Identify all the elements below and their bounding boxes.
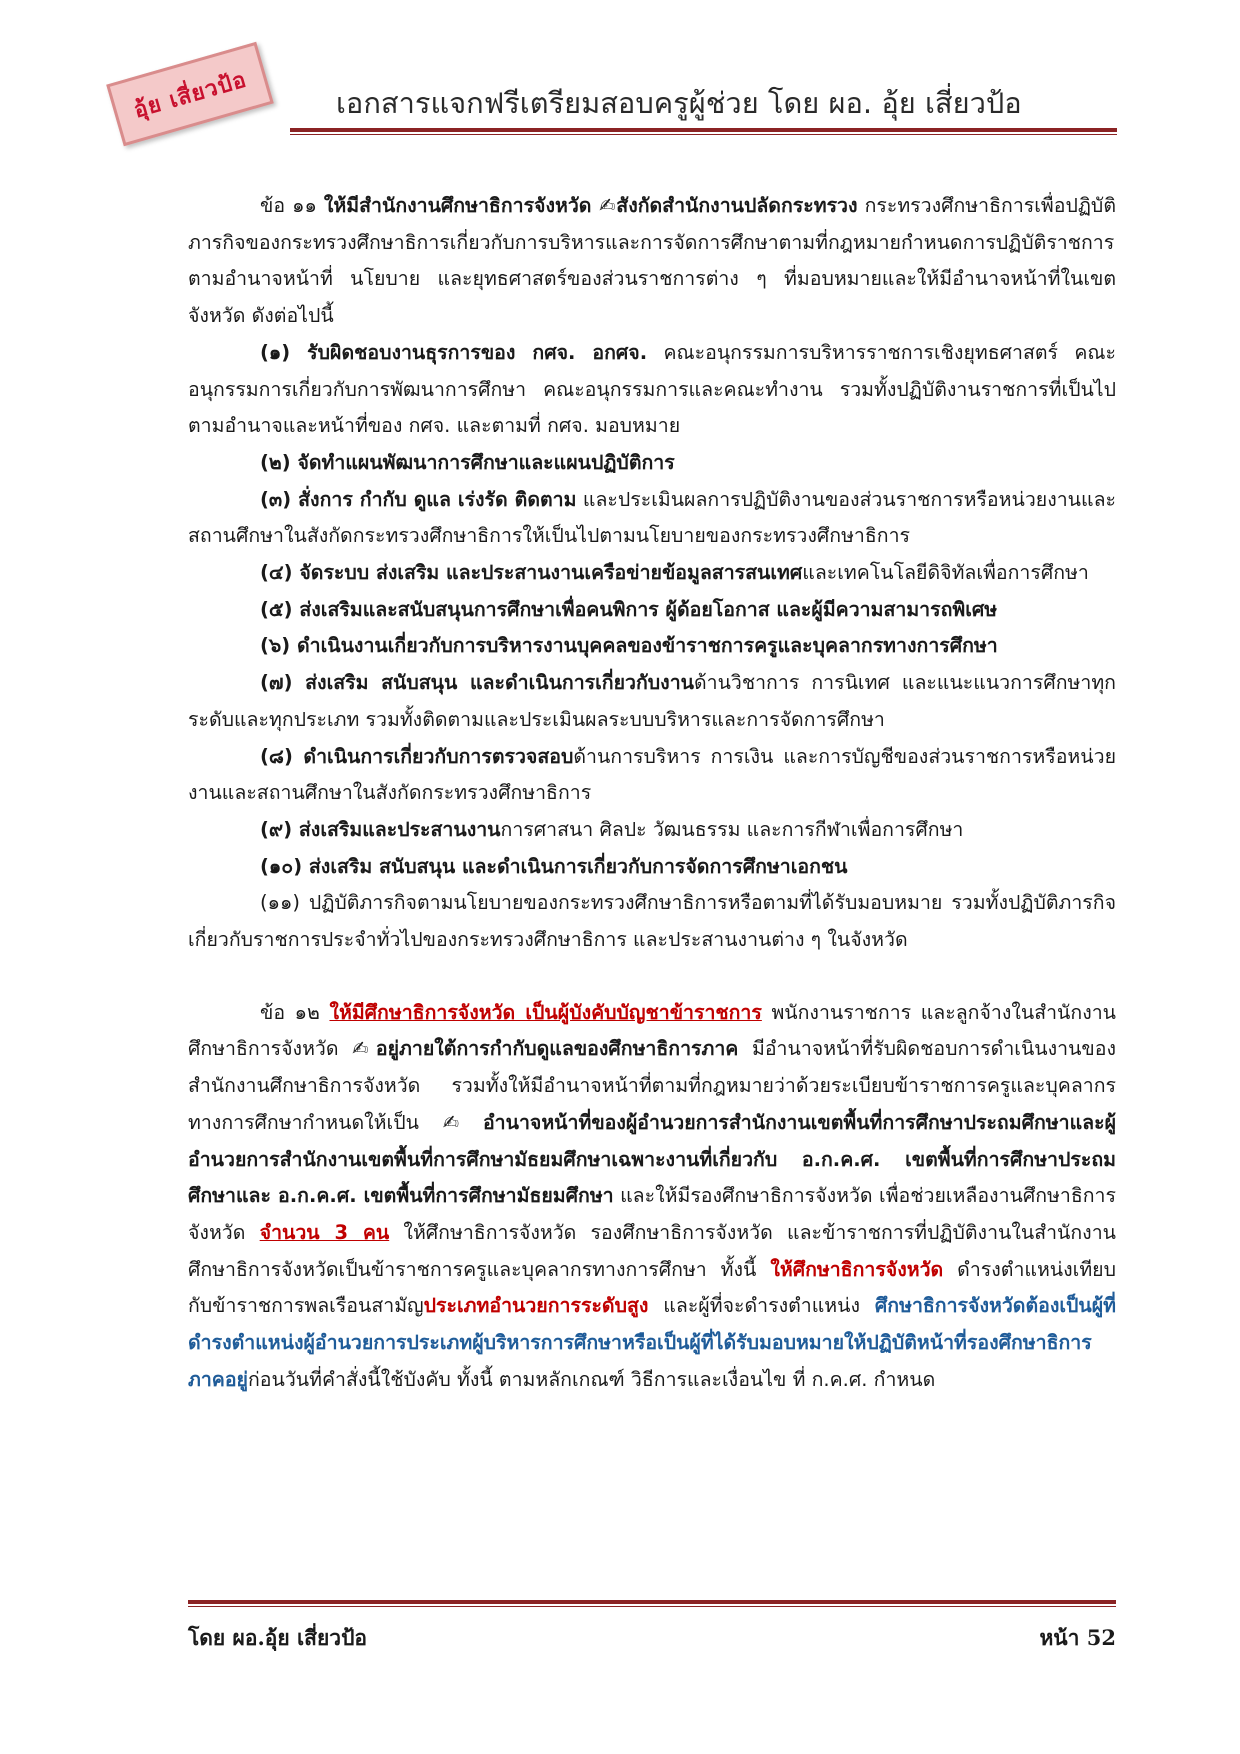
list-item: (๗) ส่งเสริม สนับสนุน และดำเนินการเกี่ยวกับงานด้านวิชาการ การนิเทศ และแนะแนวการศึกษาทุกระดับและทุกประเภท รวมทั้งติดตามและประเมินผลระบบบริหารและการจัดการศึกษา <box>188 671 1116 731</box>
header-rule-thin <box>290 134 1117 135</box>
list-item: (๔) จัดระบบ ส่งเสริม และประสานงานเครือข่ายข้อมูลสารสนเทศและเทคโนโลยีดิจิทัลเพื่อการศึกษา <box>260 561 1089 585</box>
list-item: (๕) ส่งเสริมและสนับสนุนการศึกษาเพื่อคนพิการ ผู้ด้อยโอกาส และผู้มีความสามารถพิเศษ <box>260 597 998 621</box>
list-item: (๑) รับผิดชอบงานธุรการของ กศจ. อกศจ. คณะอนุกรรมการบริหารราชการเชิงยุทธศาสตร์ คณะอนุกรรมการเกี่ยวกับการพัฒนาการศึกษา คณะอนุกรรมการและคณะทำงาน รวมทั้งปฏิบัติงานราชการที่เป็นไปตามอำนาจและหน้าที่ของ กศจ. และตามที่ กศจ. มอบหมาย <box>188 340 1116 438</box>
list-item: (๑๑) ปฏิบัติภารกิจตามนโยบายของกระทรวงศึกษาธิการหรือตามที่ได้รับมอบหมาย รวมทั้งปฏิบัติภารกิจเกี่ยวกับราชการประจำทั่วไปของกระทรวงศึกษาธิการ และประสานงานต่าง ๆ ในจังหวัด <box>188 891 1116 952</box>
page-number: หน้า 52 <box>1039 1625 1116 1650</box>
list-item: (๖) ดำเนินงานเกี่ยวกับการบริหารงานบุคคลของข้าราชการครูและบุคลากรทางการศึกษา <box>260 634 998 658</box>
header-rule <box>290 128 1117 132</box>
list-item: (๓) สั่งการ กำกับ ดูแล เร่งรัด ติดตาม และประเมินผลการปฏิบัติงานของส่วนราชการหรือหน่วยงานและสถานศึกษาในสังกัดกระทรวงศึกษาธิการให้เป็นไปตามนโยบายของกระทรวงศึกษาธิการ <box>188 487 1116 548</box>
article-11-heading: ให้มีสำนักงานศึกษาธิการจังหวัด ✍สังกัดสำนักงานปลัดกระทรวง <box>323 194 858 217</box>
author-stamp: อุ้ย เสี่ยวป้อ <box>106 42 274 147</box>
list-item: (๒) จัดทำแผนพัฒนาการศึกษาและแผนปฏิบัติการ <box>260 450 675 474</box>
article-12: ข้อ ๑๒ ให้มีศึกษาธิการจังหวัด เป็นผู้บังคับบัญชาข้าราชการ พนักงานราชการ และลูกจ้างในสำนักงานศึกษาธิการจังหวัด ✍อยู่ภายใต้การกำกับดูแลของศึกษาธิการภาค มีอำนาจหน้าที่รับผิดชอบการดำเนินงานของสำนักงานศึกษาธิการจังหวัด รวมทั้งให้มีอำนาจหน้าที่ตามที่กฎหมายว่าด้วยระเบียบข้าราชการครูและบุคลากรทางการศึกษากำหนดให้เป็น✍อำนาจหน้าที่ของผู้อำนวยการสำนักงานเขตพื้นที่การศึกษาประถมศึกษาและผู้อำนวยการสำนักงานเขตพื้นที่การศึกษามัธยมศึกษาเฉพาะงานที่เกี่ยวกับ อ.ก.ค.ศ. เขตพื้นที่การศึกษาประถมศึกษาและ อ.ก.ค.ศ. เขตพื้นที่การศึกษามัธยมศึกษา และให้มีรองศึกษาธิการจังหวัด เพื่อช่วยเหลืองานศึกษาธิการจังหวัด จำนวน 3 คน ให้ศึกษาธิการจังหวัด รองศึกษาธิการจังหวัด และข้าราชการที่ปฏิบัติงานในสำนักงานศึกษาธิการจังหวัดเป็นข้าราชการครูและบุคลากรทางการศึกษา ทั้งนี้ ให้ศึกษาธิการจังหวัด ดำรงตำแหน่งเทียบกับข้าราชการพลเรือนสามัญประเภทอำนวยการระดับสูง และผู้ที่จะดำรงตำแหน่ง ศึกษาธิการจังหวัดต้องเป็นผู้ที่ดำรงตำแหน่งผู้อำนวยการประเภทผู้บริหารการศึกษาหรือเป็นผู้ที่ได้รับมอบหมายให้ปฏิบัติหน้าที่รองศึกษาธิการภาคอยู่ก่อนวันที่คำสั่งนี้ใช้บังคับ ทั้งนี้ ตามหลักเกณฑ์ วิธีการและเงื่อนไข ที่ ก.ค.ศ. กำหนด <box>188 1000 1116 1391</box>
footer-rule-thin <box>188 1606 1116 1607</box>
list-item: (๑๐) ส่งเสริม สนับสนุน และดำเนินการเกี่ยวกับการจัดการศึกษาเอกชน <box>260 854 848 878</box>
qualification-highlight: ศึกษาธิการจังหวัดต้องเป็นผู้ที่ดำรงตำแหน่งผู้อำนวยการประเภทผู้บริหารการศึกษาหรือเป็นผู้ที่ได้รับมอบหมายให้ปฏิบัติหน้าที่รองศึกษาธิการภาคอยู่ <box>188 1294 1116 1391</box>
list-item: (๘) ดำเนินการเกี่ยวกับการตรวจสอบด้านการบริหาร การเงิน และการบัญชีของส่วนราชการหรือหน่วยงานและสถานศึกษาในสังกัดกระทรวงศึกษาธิการ <box>188 744 1116 805</box>
footer-rule <box>188 1600 1116 1604</box>
footer-author: โดย ผอ.อุ้ย เสี่ยวป้อ <box>188 1625 368 1650</box>
list-item: (๙) ส่งเสริมและประสานงานการศาสนา ศิลปะ วัฒนธรรม และการกีฬาเพื่อการศึกษา <box>260 817 964 841</box>
article-11-intro: ข้อ ๑๑ ให้มีสำนักงานศึกษาธิการจังหวัด ✍สังกัดสำนักงานปลัดกระทรวง กระทรวงศึกษาธิการเพื่อปฏิบัติภารกิจของกระทรวงศึกษาธิการเกี่ยวกับการบริหารและการจัดการศึกษาตามที่กฎหมายกำหนดการปฏิบัติราชการตามอำนาจหน้าที่ นโยบาย และยุทธศาสตร์ของส่วนราชการต่าง ๆ ที่มอบหมายและให้มีอำนาจหน้าที่ในเขตจังหวัด ดังต่อไปนี้ <box>188 194 1116 328</box>
document-body <box>188 188 1116 1399</box>
deputy-count-highlight: จำนวน 3 คน <box>259 1220 390 1244</box>
article-12-heading: ให้มีศึกษาธิการจังหวัด เป็นผู้บังคับบัญชาข้าราชการ <box>329 1000 762 1024</box>
paragraph-gap <box>188 959 1116 995</box>
page-header-title: เอกสารแจกฟรีเตรียมสอบครูผู้ช่วย โดย ผอ. อุ้ย เสี่ยวป้อ <box>336 86 1022 120</box>
